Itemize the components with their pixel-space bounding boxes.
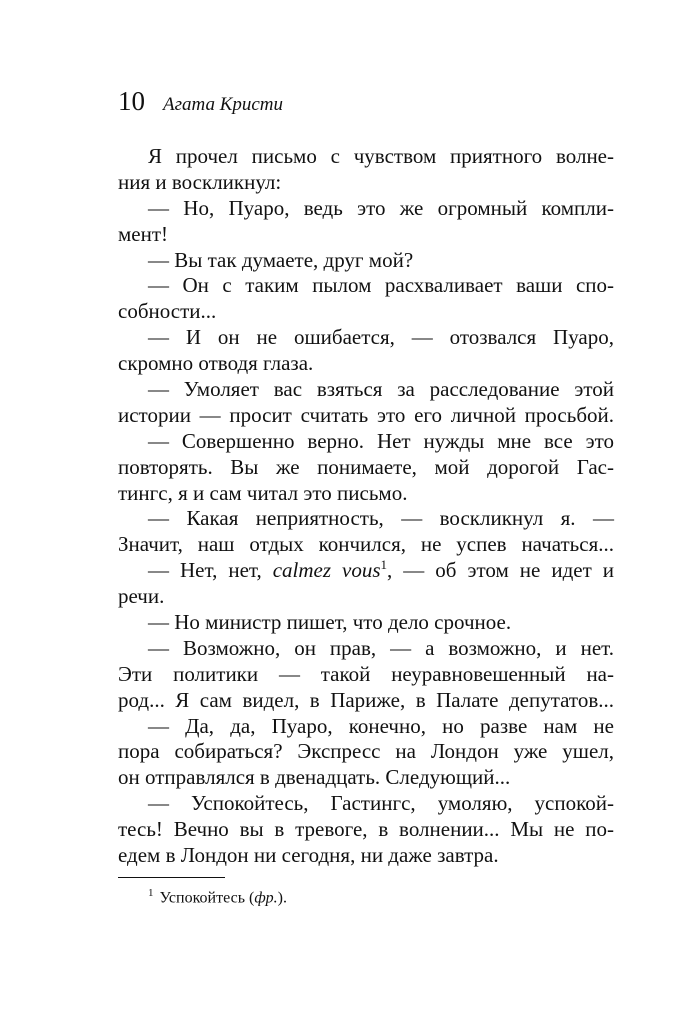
footnote-text-end: ). — [277, 889, 287, 907]
text-line: — Возможно, он прав, — а возможно, и нет. — [148, 635, 614, 660]
text-line: — И он не ошибается, — отозвался Пуаро, — [148, 325, 614, 350]
footnote-divider — [118, 877, 225, 878]
footnote — [148, 887, 287, 907]
page-header — [118, 86, 283, 120]
text-line: истории — просит считать это его личной просьбой. — [118, 402, 614, 427]
text-line: — Но министр пишет, что дело срочное. — [148, 610, 512, 635]
running-title: Агата Кристи — [163, 94, 283, 115]
text-line: собности... — [118, 299, 217, 324]
text-line: — Умоляет вас взяться за расследование этой — [148, 377, 614, 402]
text-line: пора собираться? Экспресс на Лондон уже ушел, — [118, 739, 614, 764]
text-line: — Вы так думаете, друг мой? — [148, 247, 414, 272]
text-line: речи. — [118, 584, 165, 609]
text-line: — Какая неприятность, — воскликнул я. — — [148, 506, 614, 531]
text-line: Значит, наш отдых кончился, не успев начаться... — [118, 532, 614, 557]
text-line: мент! — [118, 221, 169, 246]
text-line: едем в Лондон ни сегодня, ни даже завтра. — [118, 843, 499, 868]
footnote-italic: фр. — [254, 889, 278, 907]
body-text — [118, 144, 614, 869]
text-line: Я прочел письмо с чувством приятного волне- — [148, 144, 614, 168]
page-number: 10 — [118, 86, 145, 116]
footnote-reference[interactable]: 1 — [380, 557, 388, 573]
text-segment: , — об этом не идет и — [387, 558, 614, 583]
text-line: — Но, Пуаро, ведь это же огромный компли- — [148, 195, 614, 220]
footnote-mark: 1 — [148, 887, 154, 899]
text-line: тесь! Вечно вы в тревоге, в волнении... Мы не по- — [118, 817, 614, 842]
text-segment: — Нет, нет, — [148, 558, 273, 583]
text-line-footnoted — [118, 558, 614, 584]
text-line: тингс, я и сам читал это письмо. — [118, 480, 408, 505]
text-line: он отправлялся в двенадцать. Следующий... — [118, 765, 511, 790]
footnote-text: Успокойтесь ( — [159, 889, 255, 907]
text-line: род... Я сам видел, в Париже, в Палате депутатов... — [118, 687, 614, 712]
text-line: Эти политики — такой неуравновешенный на- — [118, 661, 614, 686]
italic-phrase: calmez vous — [272, 558, 381, 583]
text-line: ния и воскликнул: — [118, 169, 282, 194]
text-line: — Совершенно верно. Нет нужды мне все это — [148, 428, 614, 453]
text-line: — Успокойтесь, Гастингс, умоляю, успокой- — [148, 791, 614, 816]
text-line: — Да, да, Пуаро, конечно, но разве нам не — [148, 713, 614, 738]
text-line: — Он с таким пылом расхваливает ваши спо- — [148, 273, 614, 298]
text-line: повторять. Вы же понимаете, мой дорогой Гас- — [118, 454, 614, 479]
text-line: скромно отводя глаза. — [118, 351, 314, 376]
